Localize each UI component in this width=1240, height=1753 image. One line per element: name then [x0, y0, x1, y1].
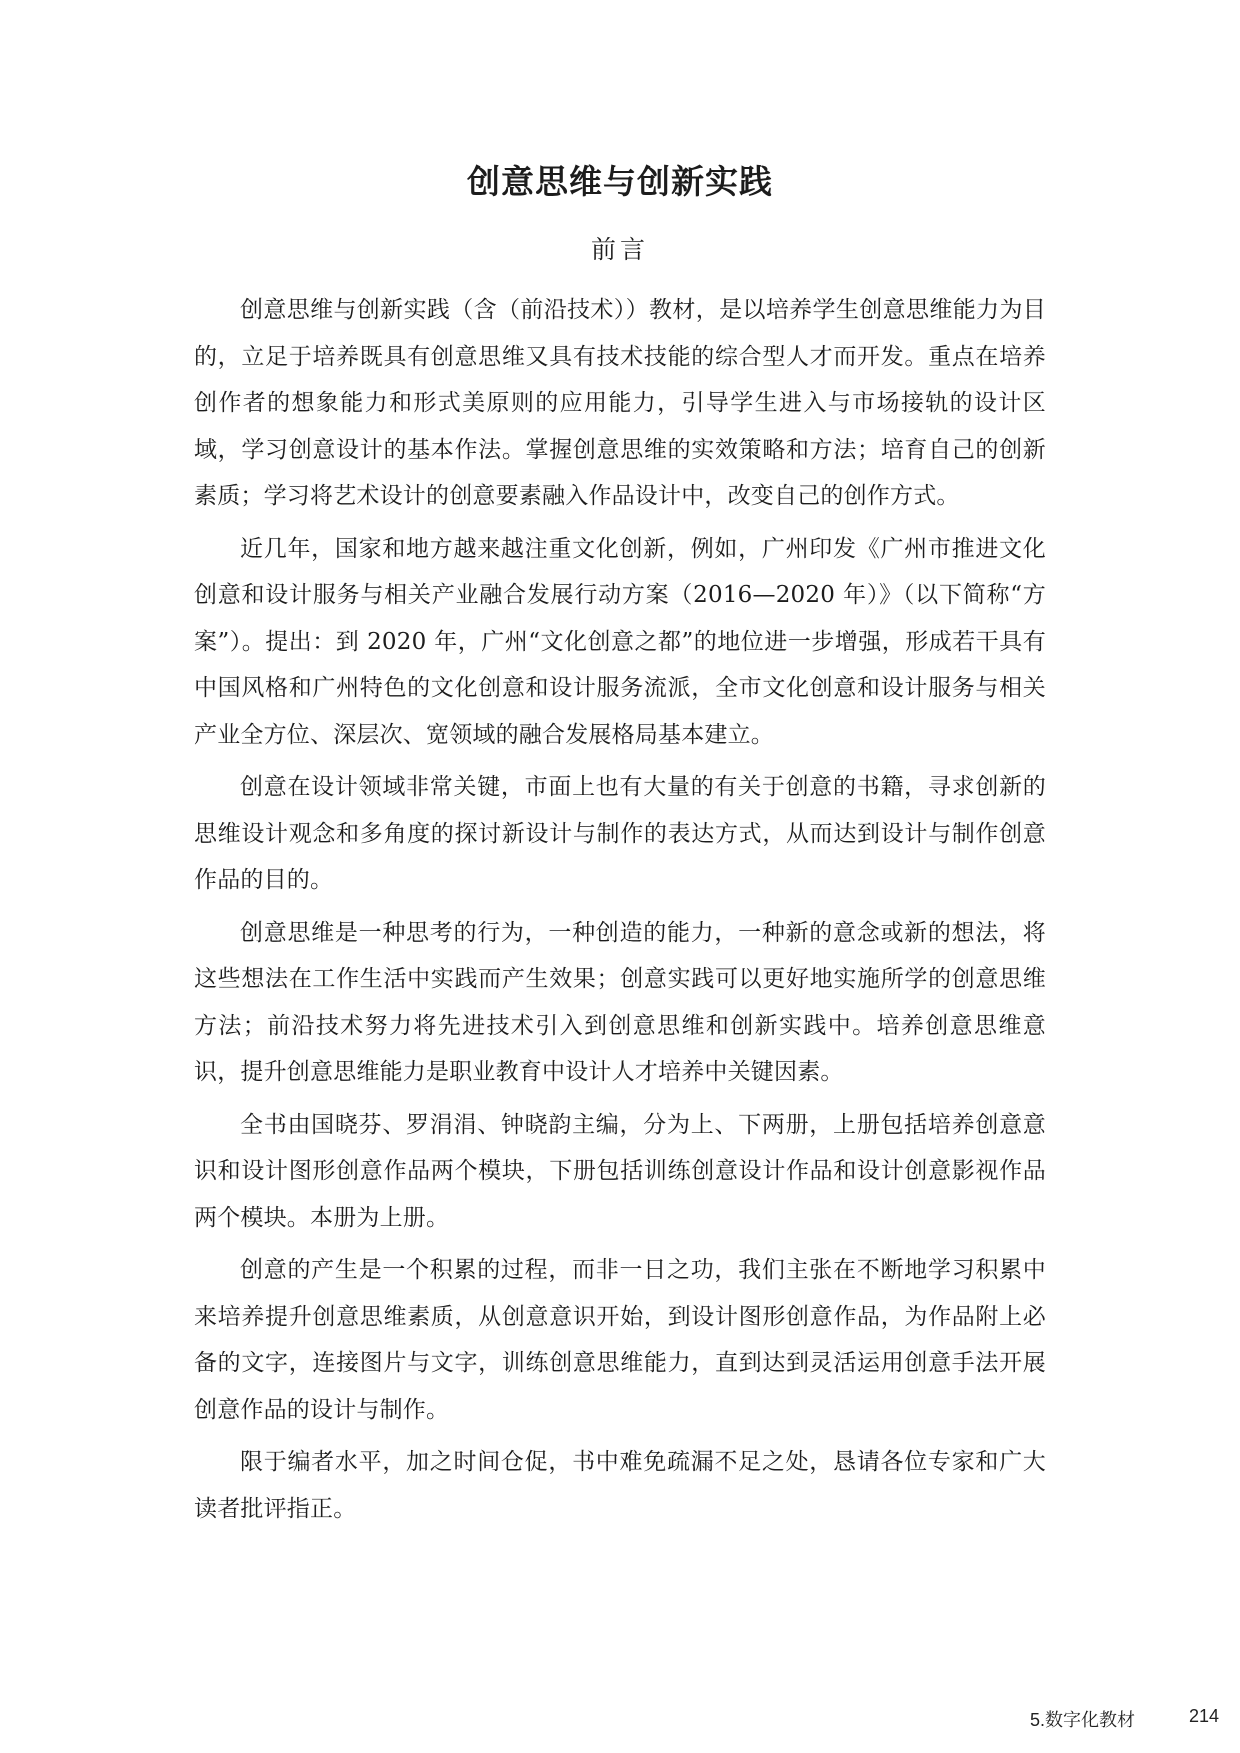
paragraph: 全书由国晓芬、罗涓涓、钟晓韵主编，分为上、下两册，上册包括培养创意意识和设计图形创意作品两个模块，下册包括训练创意设计作品和设计创意影视作品两个模块。本册为上册。 — [194, 1111, 1046, 1231]
paragraph: 创意的产生是一个积累的过程，而非一日之功，我们主张在不断地学习积累中来培养提升创意思维素质，从创意意识开始，到设计图形创意作品，为作品附上必备的文字，连接图片与文字，训练创意思维能力，直到达到灵活运用创意手法开展创意作品的设计与制作。 — [194, 1257, 1046, 1423]
page-footer — [0, 1706, 1240, 1734]
paragraph: 限于编者水平，加之时间仓促，书中难免疏漏不足之处，恳请各位专家和广大读者批评指正。 — [194, 1449, 1046, 1522]
paragraph: 近几年，国家和地方越来越注重文化创新，例如，广州印发《广州市推进文化创意和设计服务与相关产业融合发展行动方案（2016—2020 年）》（以下简称“方案”）。提出：到 2020 年，广州“文化创意之都”的地位进一步增强，形成若干具有中国风格和广州特色的文化创意和设计服务流派，全市文化创意和设计服务与相关产业全方位、深层次、宽领域的融合发展格局基本建立。 — [194, 535, 1046, 748]
footer-section-label: 5.数字化教材 — [1030, 1710, 1136, 1730]
preface-heading: 前言 — [590, 235, 649, 264]
page-number: 214 — [1189, 1706, 1220, 1726]
preface-body — [194, 287, 1046, 1538]
paragraph: 创意在设计领域非常关键，市面上也有大量的有关于创意的书籍，寻求创新的思维设计观念和多角度的探讨新设计与制作的表达方式，从而达到设计与制作创意作品的目的。 — [194, 774, 1046, 893]
document-title: 创意思维与创新实践 — [467, 162, 773, 201]
paragraph: 创意思维是一种思考的行为，一种创造的能力，一种新的意念或新的想法，将这些想法在工作生活中实践而产生效果；创意实践可以更好地实施所学的创意思维方法；前沿技术努力将先进技术引入到创意思维和创新实践中。培养创意思维意识，提升创意思维能力是职业教育中设计人才培养中关键因素。 — [194, 919, 1046, 1085]
paragraph: 创意思维与创新实践（含（前沿技术））教材，是以培养学生创意思维能力为目的，立足于培养既具有创意思维又具有技术技能的综合型人才而开发。重点在培养创作者的想象能力和形式美原则的应用能力，引导学生进入与市场接轨的设计区域，学习创意设计的基本作法。掌握创意思维的实效策略和方法；培育自己的创新素质；学习将艺术设计的创意要素融入作品设计中，改变自己的创作方式。 — [194, 297, 1046, 509]
